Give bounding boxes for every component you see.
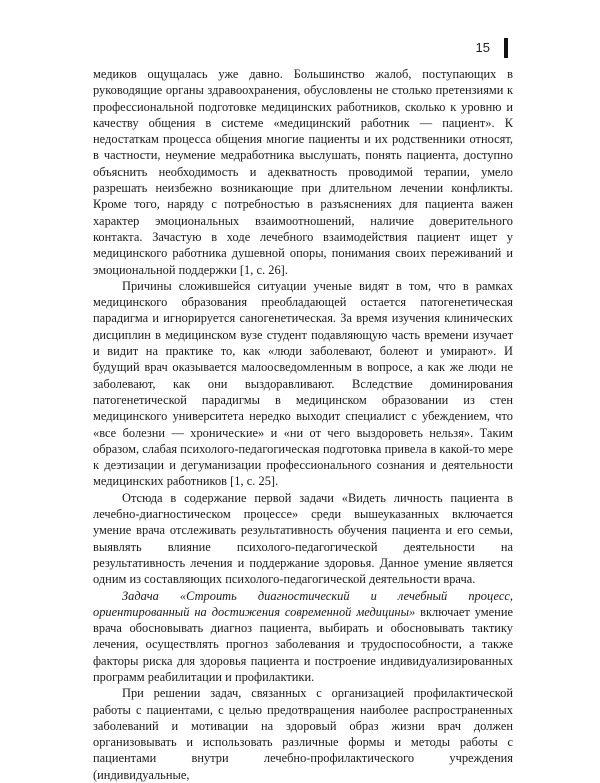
page-marker-bar xyxy=(504,38,508,58)
task-title-italic: Задача «Строить диагностический и лечебный процесс, ориентированный на достижения современной медицины» xyxy=(93,588,513,619)
paragraph-4 xyxy=(93,588,513,686)
page-number: 15 xyxy=(475,40,490,55)
paragraph-5: При решении задач, связанных с организацией профилактической работы с пациентами, с целью предотвращения наиболее распространенных заболеваний и мотивации на здоровый образ жизни врач должен организовывать и использовать различные формы и методы работы с пациентами внутри лечебно-профилактического учреждения (индивидуальные, xyxy=(93,686,513,782)
paragraph-3: Отсюда в содержание первой задачи «Видеть личность пациента в лечебно-диагностическом процессе» среди вышеуказанных включается умение врача отслеживать результативность обучения пациента и его семьи, выявлять влияние психолого-педагогической деятельности на результативность лечения и поддержание здоровья. Данное умение является одним из составляющих психолого-педагогической деятельности врача. xyxy=(93,490,513,587)
paragraph-1: медиков ощущалась уже давно. Большинство жалоб, поступающих в руководящие органы здравоохранения, обусловлены не столько претензиями к профессиональной подготовке медицинских работников, сколько к уровню и качеству общения в системе «медицинский работник — пациент». К недостаткам процесса общения многие пациенты и их родственники относят, в частности, неумение медработника выслушать, понять пациента, доступно объяснить необходимость и адекватность проводимой терапии, умело разрешать неизбежно возникающие при длительном лечении конфликты. Кроме того, наряду с потребностью в разъяснениях для пациента важен характер эмоциональных взаимоотношений, наличие доверительного контакта. Зачастую в ходе лечебного взаимодействия пациент ищет у медицинского работника душевной опоры, понимания своих переживаний и эмоциональной поддержки [1, с. 26]. xyxy=(93,67,513,277)
body-text xyxy=(93,66,513,783)
paragraph-4-text: включает умение врача обосновывать диагноз пациента, выбирать и обосновывать тактику лечения, осуществлять прогноз заболевания и трудоспособности, а также факторы риска для здоровья пациента и построение индивидуализированных программ реабилитации и профилактики. xyxy=(93,604,513,684)
paragraph-2: Причины сложившейся ситуации ученые видят в том, что в рамках медицинского образования преобладающей остается патогенетическая парадигма и игнорируется саногенетическая. За время изучения клинических дисциплин в медицинском вузе студент подавляющую часть времени изучает и видит на практике то, как «люди заболевают, болеют и умирают». И будущий врач оказывается малоосведомленным в вопросе, а как же люди не заболевают, как они выздоравливают. Вследствие доминирования патогенетической парадигмы в медицинском образовании из стен медицинского университета нередко выходит специалист с убеждением, что «все болезни — хронические» и «ни от чего выздороветь нельзя». Таким образом, слабая психолого-педагогическая подготовка привела в какой-то мере к деэтизации и дегуманизации профессионального сознания и деятельности медицинских работников [1, с. 25]. xyxy=(93,278,513,489)
